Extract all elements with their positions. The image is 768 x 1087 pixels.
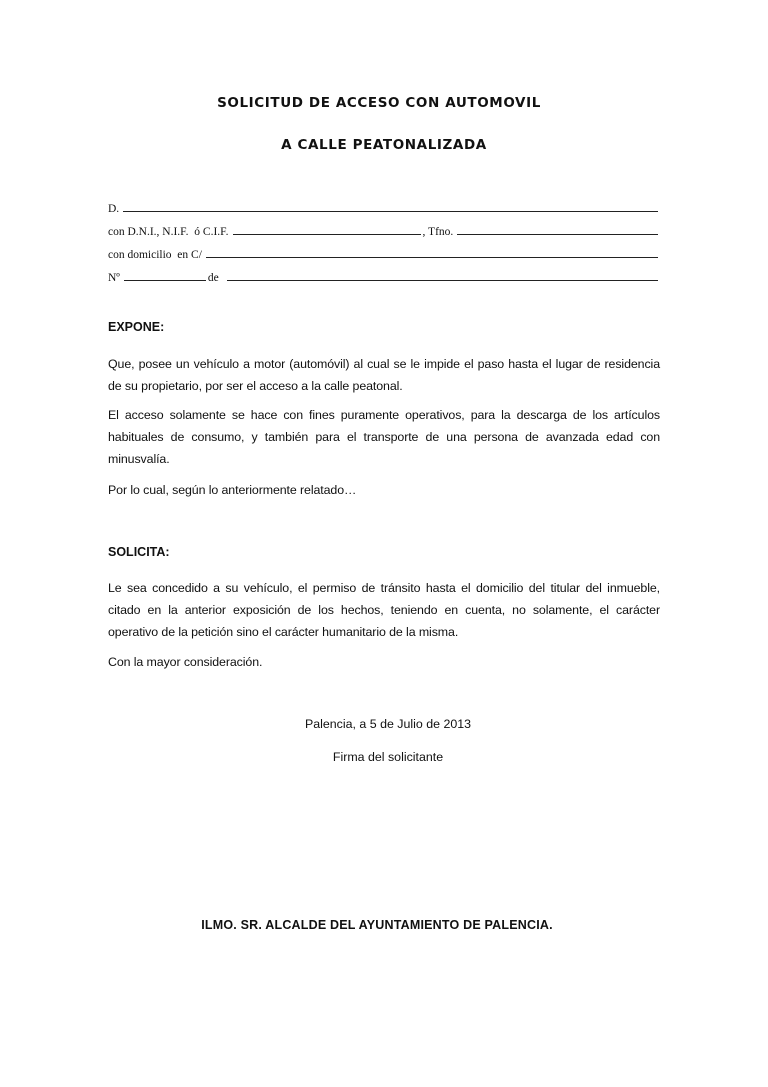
expone-paragraph-2: El acceso solamente se hace con fines puramente operativos, para la descarga de los artículos habituales de consumo, y también para el transporte de una persona de avanzada edad con minusvalía.	[108, 408, 660, 466]
locality-blank[interactable]	[227, 279, 658, 281]
number-field-row	[108, 268, 660, 284]
solicita-heading: SOLICITA:	[108, 545, 170, 559]
address-blank[interactable]	[206, 256, 658, 258]
name-field-row	[108, 199, 660, 215]
number-blank[interactable]	[124, 279, 206, 281]
expone-paragraph-3: Por lo cual, según lo anteriormente relatado…	[108, 483, 357, 497]
signature-label: Firma del solicitante	[332, 750, 444, 764]
name-label: D.	[108, 203, 120, 215]
number-label: Nº	[108, 272, 120, 284]
expone-paragraph-1: Que, posee un vehículo a motor (automóvil) al cual se le impide el paso hasta el lugar de residencia de su propietario, por ser el acceso a la calle peatonal.	[108, 357, 660, 393]
document-title-line-2: A CALLE PEATONALIZADA	[281, 137, 487, 153]
id-phone-field-row	[108, 222, 660, 238]
expone-heading: EXPONE:	[108, 320, 165, 334]
phone-blank[interactable]	[457, 233, 658, 235]
addressee-footer: ILMO. SR. ALCALDE DEL AYUNTAMIENTO DE PALENCIA.	[201, 918, 553, 932]
address-label: con domicilio en C/	[108, 249, 202, 261]
solicita-paragraph-2: Con la mayor consideración.	[108, 655, 263, 669]
solicita-paragraph-1: Le sea concedido a su vehículo, el permiso de tránsito hasta el domicilio del titular del inmueble, citado en la anterior exposición de los hechos, teniendo en cuenta, no solamente, el carácter operativo de la petición sino el carácter humanitario de la misma.	[108, 581, 660, 639]
id-label: con D.N.I., N.I.F. ó C.I.F.	[108, 226, 229, 238]
phone-label: , Tfno.	[422, 226, 454, 238]
document-title-line-1: SOLICITUD DE ACCESO CON AUTOMOVIL	[217, 95, 541, 111]
address-field-row	[108, 245, 660, 261]
name-blank[interactable]	[123, 210, 658, 212]
place-date: Palencia, a 5 de Julio de 2013	[304, 717, 472, 731]
id-blank[interactable]	[233, 233, 421, 235]
number-of-label: de	[207, 272, 219, 284]
